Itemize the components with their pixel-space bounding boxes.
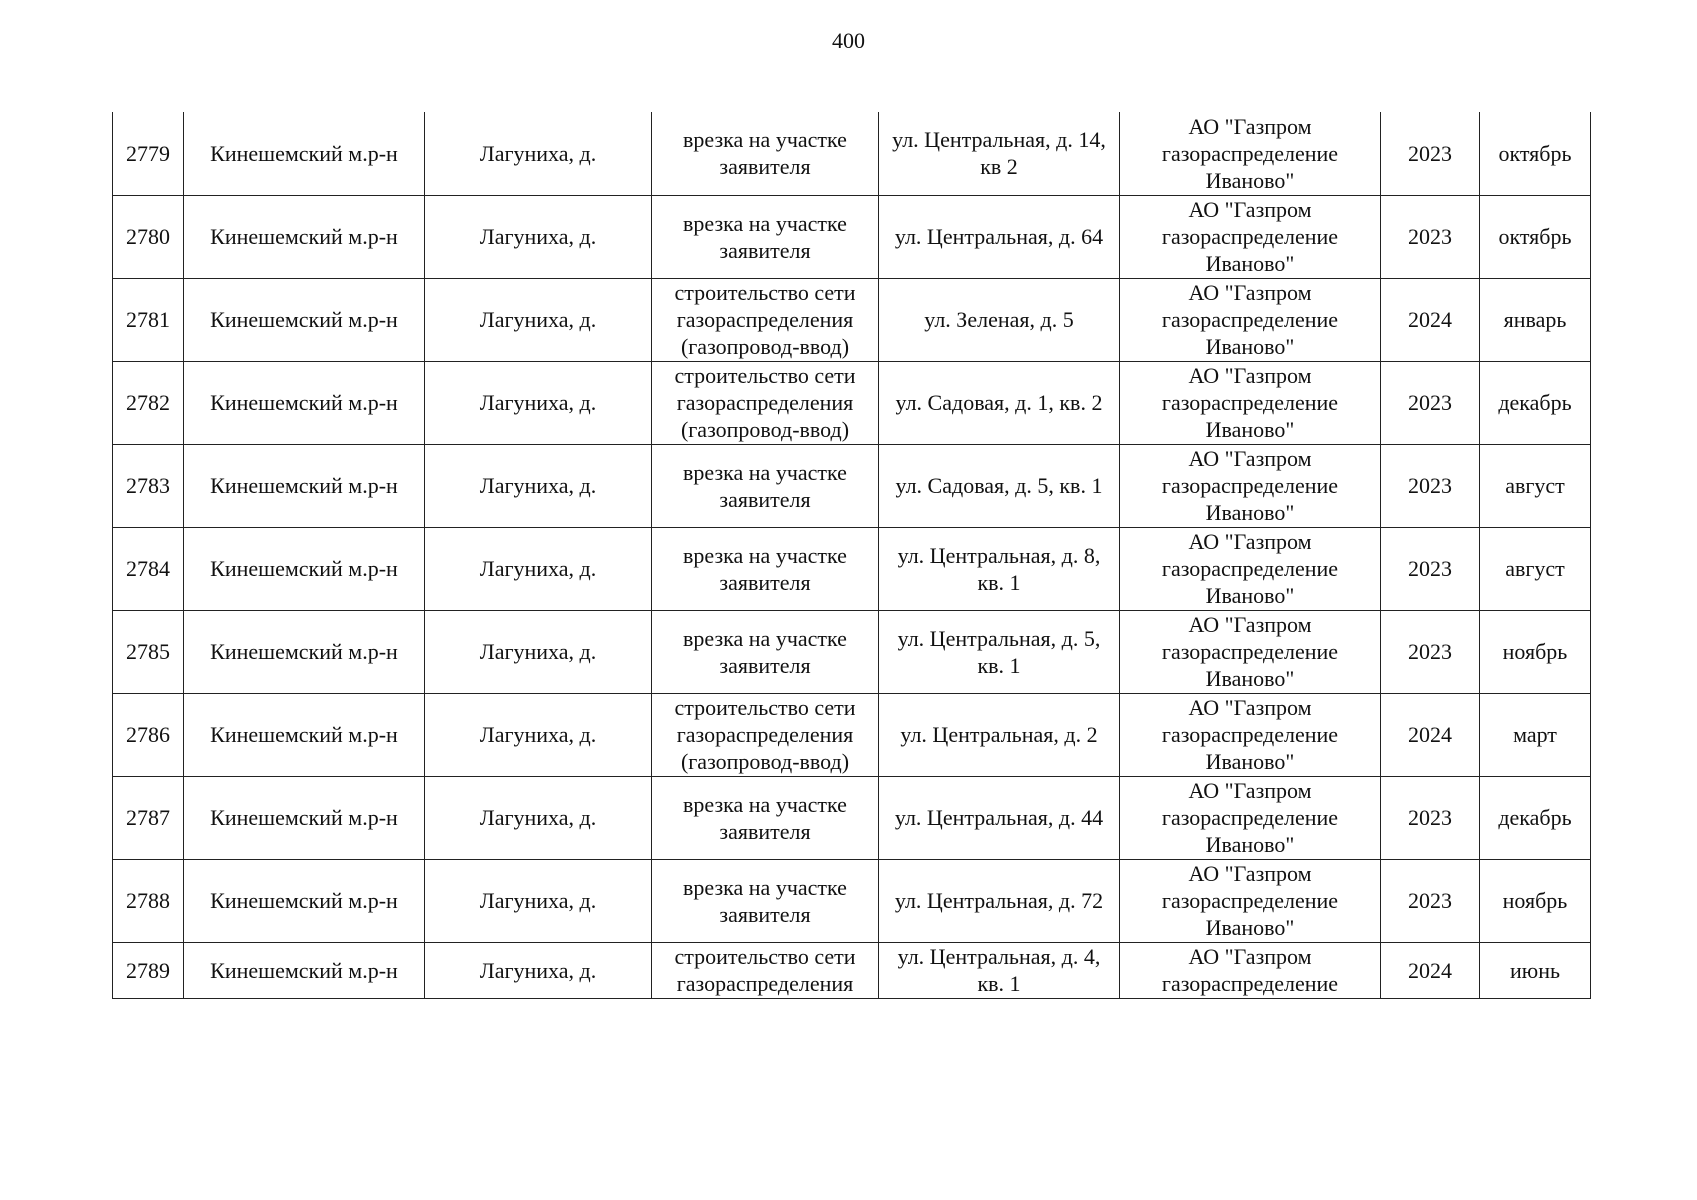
cell-month (1480, 527, 1591, 610)
year-text: 2024 (1408, 957, 1452, 983)
district-text: Кинешемский м.р-н (210, 307, 398, 332)
month-text: декабрь (1498, 390, 1572, 415)
table-row (113, 610, 1591, 693)
cell-row-number (113, 278, 184, 361)
organization-text: АО "Газпром газораспределение Иваново" (1161, 529, 1339, 608)
address-text: ул. Центральная, д. 8, кв. 1 (897, 542, 1101, 595)
cell-year (1381, 859, 1480, 942)
address-text: ул. Садовая, д. 1, кв. 2 (895, 390, 1103, 415)
work-type-text: строительство сети газораспределения (газопровод-ввод) (674, 280, 856, 359)
table-row (113, 693, 1591, 776)
address-text: ул. Садовая, д. 5, кв. 1 (895, 473, 1103, 498)
work-type-text: врезка на участке заявителя (683, 542, 847, 595)
cell-settlement (425, 444, 652, 527)
row-number-text: 2782 (126, 390, 170, 415)
address-text: ул. Центральная, д. 2 (900, 722, 1098, 747)
cell-organization (1120, 859, 1381, 942)
district-text: Кинешемский м.р-н (210, 473, 398, 498)
settlement-text: Лагуниха, д. (479, 957, 597, 983)
cell-district (184, 610, 425, 693)
cell-organization (1120, 610, 1381, 693)
cell-settlement (425, 693, 652, 776)
cell-settlement (425, 776, 652, 859)
cell-address (879, 112, 1120, 195)
cell-district (184, 444, 425, 527)
address-text: ул. Зеленая, д. 5 (924, 307, 1074, 332)
cell-month (1480, 195, 1591, 278)
cell-organization (1120, 278, 1381, 361)
work-type-text: врезка на участке заявителя (683, 210, 847, 263)
settlement-text: Лагуниха, д. (479, 140, 597, 166)
table-row (113, 112, 1591, 195)
cell-row-number (113, 776, 184, 859)
year-text: 2023 (1408, 639, 1452, 664)
cell-settlement (425, 361, 652, 444)
cell-district (184, 527, 425, 610)
table-row (113, 361, 1591, 444)
cell-address (879, 278, 1120, 361)
cell-row-number (113, 942, 184, 998)
work-type-text: врезка на участке заявителя (683, 874, 847, 927)
table-row (113, 444, 1591, 527)
cell-row-number (113, 112, 184, 195)
cell-work-type (652, 278, 879, 361)
cell-work-type (652, 361, 879, 444)
cell-row-number (113, 610, 184, 693)
gasification-table-container (112, 112, 1590, 999)
cell-month (1480, 361, 1591, 444)
cell-work-type (652, 859, 879, 942)
cell-district (184, 776, 425, 859)
month-text: декабрь (1498, 805, 1572, 830)
address-text: ул. Центральная, д. 64 (894, 224, 1104, 249)
cell-year (1381, 195, 1480, 278)
cell-work-type (652, 942, 879, 998)
cell-year (1381, 361, 1480, 444)
work-type-text: врезка на участке заявителя (683, 127, 847, 180)
row-number-text: 2779 (126, 140, 170, 166)
cell-address (879, 195, 1120, 278)
organization-text: АО "Газпром газораспределение Иваново" (1161, 446, 1339, 525)
district-text: Кинешемский м.р-н (210, 888, 398, 913)
cell-settlement (425, 610, 652, 693)
organization-text: АО "Газпром газораспределение Иваново" (1161, 778, 1339, 857)
cell-address (879, 610, 1120, 693)
cell-district (184, 693, 425, 776)
cell-row-number (113, 693, 184, 776)
table-row (113, 859, 1591, 942)
cell-work-type (652, 112, 879, 195)
cell-settlement (425, 942, 652, 998)
cell-row-number (113, 195, 184, 278)
year-text: 2023 (1408, 224, 1452, 249)
year-text: 2023 (1408, 556, 1452, 581)
work-type-text: врезка на участке заявителя (683, 791, 847, 844)
work-type-text: строительство сети газораспределения (газопровод-ввод) (674, 363, 856, 442)
settlement-text: Лагуниха, д. (479, 473, 597, 498)
district-text: Кинешемский м.р-н (210, 390, 398, 415)
cell-work-type (652, 610, 879, 693)
month-text: октябрь (1498, 140, 1572, 166)
address-text: ул. Центральная, д. 5, кв. 1 (897, 625, 1101, 678)
table-body (113, 112, 1591, 998)
year-text: 2024 (1408, 722, 1452, 747)
organization-text: АО "Газпром газораспределение Иваново" (1161, 113, 1339, 193)
table-row (113, 776, 1591, 859)
cell-row-number (113, 527, 184, 610)
row-number-text: 2785 (126, 639, 170, 664)
cell-year (1381, 112, 1480, 195)
month-text: август (1505, 473, 1565, 498)
cell-address (879, 942, 1120, 998)
month-text: октябрь (1498, 224, 1572, 249)
settlement-text: Лагуниха, д. (479, 390, 597, 415)
cell-address (879, 693, 1120, 776)
settlement-text: Лагуниха, д. (479, 224, 597, 249)
cell-address (879, 444, 1120, 527)
cell-settlement (425, 278, 652, 361)
cell-settlement (425, 112, 652, 195)
cell-work-type (652, 444, 879, 527)
cell-address (879, 527, 1120, 610)
row-number-text: 2789 (126, 957, 170, 983)
cell-settlement (425, 859, 652, 942)
page-number: 400 (832, 28, 865, 53)
month-text: март (1513, 722, 1557, 747)
cell-address (879, 361, 1120, 444)
cell-organization (1120, 361, 1381, 444)
table-row (113, 195, 1591, 278)
cell-work-type (652, 776, 879, 859)
row-number-text: 2780 (126, 224, 170, 249)
cell-district (184, 112, 425, 195)
organization-text: АО "Газпром газораспределение Иваново" (1161, 280, 1339, 359)
address-text: ул. Центральная, д. 14, кв 2 (892, 127, 1106, 180)
cell-district (184, 361, 425, 444)
row-number-text: 2786 (126, 722, 170, 747)
settlement-text: Лагуниха, д. (479, 556, 597, 581)
year-text: 2023 (1408, 888, 1452, 913)
cell-organization (1120, 444, 1381, 527)
cell-district (184, 278, 425, 361)
cell-district (184, 195, 425, 278)
month-text: ноябрь (1502, 639, 1568, 664)
cell-organization (1120, 195, 1381, 278)
cell-year (1381, 693, 1480, 776)
gasification-table (112, 112, 1591, 999)
settlement-text: Лагуниха, д. (479, 888, 597, 913)
settlement-text: Лагуниха, д. (479, 805, 597, 830)
cell-organization (1120, 693, 1381, 776)
cell-row-number (113, 361, 184, 444)
cell-address (879, 859, 1120, 942)
row-number-text: 2783 (126, 473, 170, 498)
row-number-text: 2788 (126, 888, 170, 913)
cell-address (879, 776, 1120, 859)
cell-month (1480, 278, 1591, 361)
cell-year (1381, 527, 1480, 610)
district-text: Кинешемский м.р-н (210, 805, 398, 830)
year-text: 2023 (1408, 805, 1452, 830)
address-text: ул. Центральная, д. 4, кв. 1 (897, 943, 1101, 996)
cell-work-type (652, 195, 879, 278)
row-number-text: 2784 (126, 556, 170, 581)
row-number-text: 2781 (126, 307, 170, 332)
cell-work-type (652, 693, 879, 776)
settlement-text: Лагуниха, д. (479, 307, 597, 332)
organization-text: АО "Газпром газораспределение Иваново" (1161, 612, 1339, 691)
organization-text: АО "Газпром газораспределение Иваново" (1161, 861, 1339, 940)
cell-work-type (652, 527, 879, 610)
organization-text: АО "Газпром газораспределение Иваново" (1161, 695, 1339, 774)
cell-organization (1120, 776, 1381, 859)
month-text: июнь (1509, 957, 1560, 983)
cell-settlement (425, 527, 652, 610)
year-text: 2023 (1408, 390, 1452, 415)
cell-year (1381, 942, 1480, 998)
year-text: 2023 (1408, 473, 1452, 498)
district-text: Кинешемский м.р-н (210, 556, 398, 581)
table-row (113, 942, 1591, 998)
cell-row-number (113, 444, 184, 527)
cell-organization (1120, 942, 1381, 998)
cell-month (1480, 112, 1591, 195)
year-text: 2023 (1408, 140, 1452, 166)
organization-text: АО "Газпром газораспределение Иваново" (1161, 197, 1339, 276)
cell-month (1480, 610, 1591, 693)
row-number-text: 2787 (126, 805, 170, 830)
cell-month (1480, 444, 1591, 527)
work-type-text: строительство сети газораспределения (газопровод-ввод) (674, 695, 856, 774)
table-row (113, 278, 1591, 361)
cell-organization (1120, 112, 1381, 195)
organization-text: АО "Газпром газораспределение Иваново" (1161, 363, 1339, 442)
settlement-text: Лагуниха, д. (479, 722, 597, 747)
district-text: Кинешемский м.р-н (210, 722, 398, 747)
cell-year (1381, 278, 1480, 361)
district-text: Кинешемский м.р-н (210, 140, 398, 166)
cell-district (184, 942, 425, 998)
cell-month (1480, 776, 1591, 859)
month-text: ноябрь (1502, 888, 1568, 913)
month-text: январь (1503, 307, 1567, 332)
cell-month (1480, 942, 1591, 998)
district-text: Кинешемский м.р-н (210, 639, 398, 664)
cell-year (1381, 776, 1480, 859)
address-text: ул. Центральная, д. 44 (894, 805, 1104, 830)
work-type-text: врезка на участке заявителя (683, 459, 847, 512)
month-text: август (1505, 556, 1565, 581)
organization-text: АО "Газпром газораспределение (1161, 943, 1339, 996)
cell-organization (1120, 527, 1381, 610)
cell-row-number (113, 859, 184, 942)
district-text: Кинешемский м.р-н (210, 224, 398, 249)
cell-month (1480, 859, 1591, 942)
year-text: 2024 (1408, 307, 1452, 332)
cell-year (1381, 610, 1480, 693)
cell-settlement (425, 195, 652, 278)
settlement-text: Лагуниха, д. (479, 639, 597, 664)
table-row (113, 527, 1591, 610)
work-type-text: строительство сети газораспределения (674, 943, 856, 996)
work-type-text: врезка на участке заявителя (683, 625, 847, 678)
district-text: Кинешемский м.р-н (210, 957, 398, 983)
cell-year (1381, 444, 1480, 527)
cell-month (1480, 693, 1591, 776)
address-text: ул. Центральная, д. 72 (894, 888, 1104, 913)
cell-district (184, 859, 425, 942)
